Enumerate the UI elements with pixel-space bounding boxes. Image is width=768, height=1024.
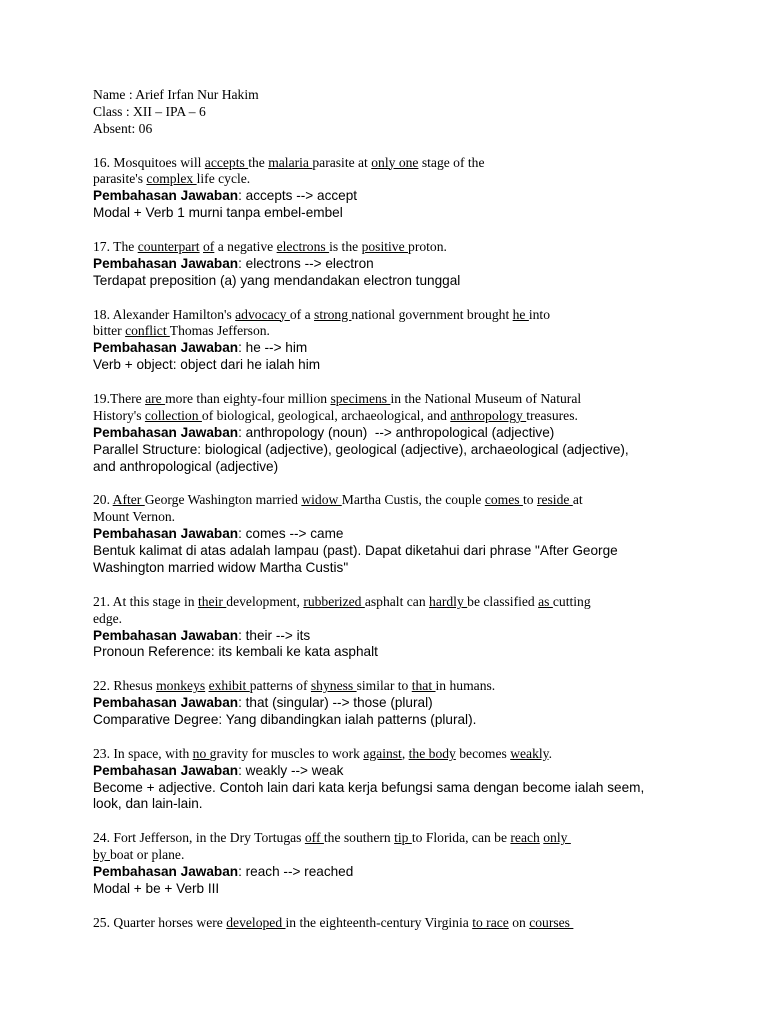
- underlined-option: only one: [371, 154, 419, 170]
- question-text: 20.: [93, 492, 113, 508]
- question-text: patterns of: [249, 678, 311, 694]
- question-text: on: [508, 914, 530, 930]
- question-text: 18. Alexander Hamilton's: [93, 306, 236, 322]
- explanation-line: Pronoun Reference: its kembali ke kata asphalt: [93, 644, 378, 660]
- underlined-option: counterpart: [137, 239, 200, 255]
- explanation-line: Become + adjective. Contoh lain dari kata kerja befungsi sama dengan become ialah seem,: [93, 779, 645, 795]
- underlined-option: anthropology: [450, 407, 527, 423]
- question-text: Martha Custis, the couple: [341, 492, 485, 508]
- paragraph-gap: [93, 138, 673, 155]
- answer-correction: : comes --> came: [238, 526, 344, 542]
- answer-label: Pembahasan Jawaban: [93, 255, 239, 271]
- question-text: edge.: [93, 610, 123, 626]
- question-text: 19.There: [93, 391, 146, 407]
- underlined-option: of: [203, 239, 215, 255]
- question-text: national government brought: [351, 306, 513, 322]
- explanation-line: look, dan lain-lain.: [93, 796, 203, 812]
- question-text: in the eighteenth-century Virginia: [285, 914, 473, 930]
- underlined-option: by: [93, 847, 110, 863]
- question-17: [93, 239, 673, 290]
- question-text-line: [93, 391, 673, 408]
- underlined-option: as: [538, 593, 553, 609]
- paragraph-gap: [93, 577, 673, 594]
- answer-line: [93, 340, 673, 357]
- question-text-line: [93, 171, 673, 188]
- paragraph-gap: [93, 661, 673, 678]
- question-text-line: [93, 847, 673, 864]
- question-text: to: [522, 492, 537, 508]
- student-header: [93, 87, 673, 138]
- explanation-line: Bentuk kalimat di atas adalah lampau (past). Dapat diketahui dari phrase "After George: [93, 543, 618, 559]
- question-text-line: [93, 239, 673, 256]
- underlined-option: exhibit: [208, 678, 250, 694]
- question-text: parasite at: [312, 154, 372, 170]
- explanation-line: Comparative Degree: Yang dibandingkan ialah patterns (plural).: [93, 711, 477, 727]
- question-text: similar to: [356, 678, 412, 694]
- question-text: stage of the: [418, 154, 485, 170]
- question-text: into: [528, 306, 551, 322]
- question-text: 22. Rhesus: [93, 678, 157, 694]
- underlined-option: are: [145, 391, 166, 407]
- question-text: 24. Fort Jefferson, in the Dry Tortugas: [93, 830, 305, 846]
- question-text-line: [93, 611, 673, 628]
- question-text-line: [93, 830, 673, 847]
- question-22: [93, 678, 673, 729]
- answer-label: Pembahasan Jawaban: [93, 188, 239, 204]
- question-text: life cycle.: [196, 171, 251, 187]
- underlined-option: reach: [510, 830, 540, 846]
- explanation-line: Verb + object: object dari he ialah him: [93, 357, 321, 373]
- underlined-option: their: [197, 593, 227, 609]
- explanation-line: Washington married widow Martha Custis": [93, 559, 349, 575]
- answer-correction: : accepts --> accept: [238, 188, 358, 204]
- question-text: George Washington married: [144, 492, 302, 508]
- question-text-line: [93, 307, 673, 324]
- question-text: History's: [93, 407, 145, 423]
- question-21: [93, 594, 673, 662]
- answer-correction: : he --> him: [238, 340, 308, 356]
- question-text: is the: [329, 239, 362, 255]
- answer-line: [93, 864, 673, 881]
- answer-correction: : that (singular) --> those (plural): [238, 695, 433, 711]
- question-text: the southern: [323, 830, 395, 846]
- question-text: at: [572, 492, 583, 508]
- underlined-option: shyness: [310, 678, 357, 694]
- question-text: 16. Mosquitoes will: [93, 154, 205, 170]
- question-text: becomes: [455, 745, 511, 761]
- answer-label: Pembahasan Jawaban: [93, 424, 239, 440]
- question-text-line: [93, 155, 673, 172]
- question-text: treasures.: [526, 407, 578, 423]
- underlined-option: against: [363, 745, 402, 761]
- underlined-option: advocacy: [235, 306, 290, 322]
- underlined-option: off: [304, 830, 324, 846]
- underlined-option: rubberized: [303, 593, 365, 609]
- underlined-option: positive: [361, 239, 409, 255]
- question-18: [93, 307, 673, 375]
- question-text-line: [93, 915, 673, 932]
- underlined-option: tip: [394, 830, 412, 846]
- student-absent: Absent: 06: [93, 120, 153, 136]
- question-text-line: [93, 594, 673, 611]
- underlined-option: comes: [484, 492, 523, 508]
- answer-label: Pembahasan Jawaban: [93, 863, 239, 879]
- document-page: [93, 87, 673, 932]
- question-text: parasite's: [93, 171, 147, 187]
- explanation-line: Terdapat preposition (a) yang mendandakan electron tunggal: [93, 272, 461, 288]
- underlined-option: specimens: [330, 391, 391, 407]
- question-text: Thomas Jefferson.: [169, 323, 270, 339]
- question-text: 21. At this stage in: [93, 593, 198, 609]
- question-16: [93, 155, 673, 223]
- underlined-option: reside: [536, 492, 573, 508]
- underlined-option: monkeys: [156, 678, 206, 694]
- answer-line: [93, 526, 673, 543]
- student-class: Class : XII – IPA – 6: [93, 103, 206, 119]
- underlined-option: widow: [301, 492, 342, 508]
- paragraph-gap: [93, 374, 673, 391]
- question-text: bitter: [93, 323, 126, 339]
- question-text: be classified: [467, 593, 539, 609]
- question-24: [93, 830, 673, 898]
- answer-correction: : electrons --> electron: [238, 255, 374, 271]
- question-text-line: [93, 509, 673, 526]
- underlined-option: After: [112, 492, 145, 508]
- underlined-option: hardly: [429, 593, 468, 609]
- underlined-option: collection: [144, 407, 202, 423]
- question-25: [93, 915, 673, 932]
- underlined-option: strong: [314, 306, 352, 322]
- question-list: [93, 138, 673, 932]
- question-text-line: [93, 746, 673, 763]
- answer-label: Pembahasan Jawaban: [93, 627, 239, 643]
- question-text-line: [93, 323, 673, 340]
- question-text-line: [93, 492, 673, 509]
- question-text: 25. Quarter horses were: [93, 914, 227, 930]
- question-text: to Florida, can be: [411, 830, 511, 846]
- explanation-line: Modal + Verb 1 murni tanpa embel-embel: [93, 205, 343, 221]
- underlined-option: courses: [529, 914, 574, 930]
- question-text: more than eighty-four million: [165, 391, 331, 407]
- explanation-line: Modal + be + Verb III: [93, 880, 220, 896]
- underlined-option: no: [192, 745, 210, 761]
- question-text: ,: [401, 745, 409, 761]
- paragraph-gap: [93, 475, 673, 492]
- underlined-option: developed: [226, 914, 286, 930]
- answer-line: [93, 763, 673, 780]
- question-text: boat or plane.: [110, 847, 185, 863]
- underlined-option: weakly: [510, 745, 549, 761]
- question-text: asphalt can: [364, 593, 430, 609]
- answer-label: Pembahasan Jawaban: [93, 340, 239, 356]
- underlined-option: complex: [146, 171, 197, 187]
- answer-label: Pembahasan Jawaban: [93, 526, 239, 542]
- question-text: 17. The: [93, 239, 138, 255]
- answer-label: Pembahasan Jawaban: [93, 695, 239, 711]
- answer-line: [93, 695, 673, 712]
- paragraph-gap: [93, 813, 673, 830]
- answer-correction: : anthropology (noun) --> anthropological (adjective): [238, 424, 555, 440]
- question-23: [93, 746, 673, 814]
- paragraph-gap: [93, 898, 673, 915]
- question-text-line: [93, 678, 673, 695]
- question-text-line: [93, 408, 673, 425]
- paragraph-gap: [93, 290, 673, 307]
- question-19: [93, 391, 673, 475]
- question-text: of a: [289, 306, 315, 322]
- answer-correction: : weakly --> weak: [238, 762, 344, 778]
- underlined-option: accepts: [204, 154, 249, 170]
- paragraph-gap: [93, 222, 673, 239]
- question-text: a negative: [214, 239, 277, 255]
- question-text: proton.: [408, 239, 447, 255]
- question-text: cutting: [552, 593, 591, 609]
- student-name: Name : Arief Irfan Nur Hakim: [93, 87, 259, 102]
- underlined-option: conflict: [125, 323, 170, 339]
- answer-correction: : reach --> reached: [238, 863, 354, 879]
- question-text: Mount Vernon.: [93, 509, 176, 525]
- answer-line: [93, 425, 673, 442]
- answer-label: Pembahasan Jawaban: [93, 762, 239, 778]
- question-text: gravity for muscles to work: [209, 745, 364, 761]
- answer-correction: : their --> its: [238, 627, 311, 643]
- question-text: .: [548, 745, 552, 761]
- paragraph-gap: [93, 729, 673, 746]
- underlined-option: that: [411, 678, 436, 694]
- question-text: 23. In space, with: [93, 745, 193, 761]
- question-text: of biological, geological, archaeological, and: [201, 407, 451, 423]
- question-20: [93, 492, 673, 576]
- question-text: in the National Museum of Natural: [390, 391, 582, 407]
- question-text: the: [248, 154, 269, 170]
- underlined-option: malaria: [268, 154, 313, 170]
- explanation-line: Parallel Structure: biological (adjective), geological (adjective), archaeological (adjective),: [93, 441, 629, 457]
- underlined-option: only: [543, 830, 571, 846]
- underlined-option: he: [512, 306, 529, 322]
- answer-line: [93, 256, 673, 273]
- question-text: in humans.: [435, 678, 496, 694]
- answer-line: [93, 628, 673, 645]
- explanation-line: and anthropological (adjective): [93, 458, 279, 474]
- question-text: development,: [226, 593, 304, 609]
- underlined-option: the body: [408, 745, 456, 761]
- underlined-option: electrons: [276, 239, 330, 255]
- answer-line: [93, 188, 673, 205]
- underlined-option: to race: [472, 914, 509, 930]
